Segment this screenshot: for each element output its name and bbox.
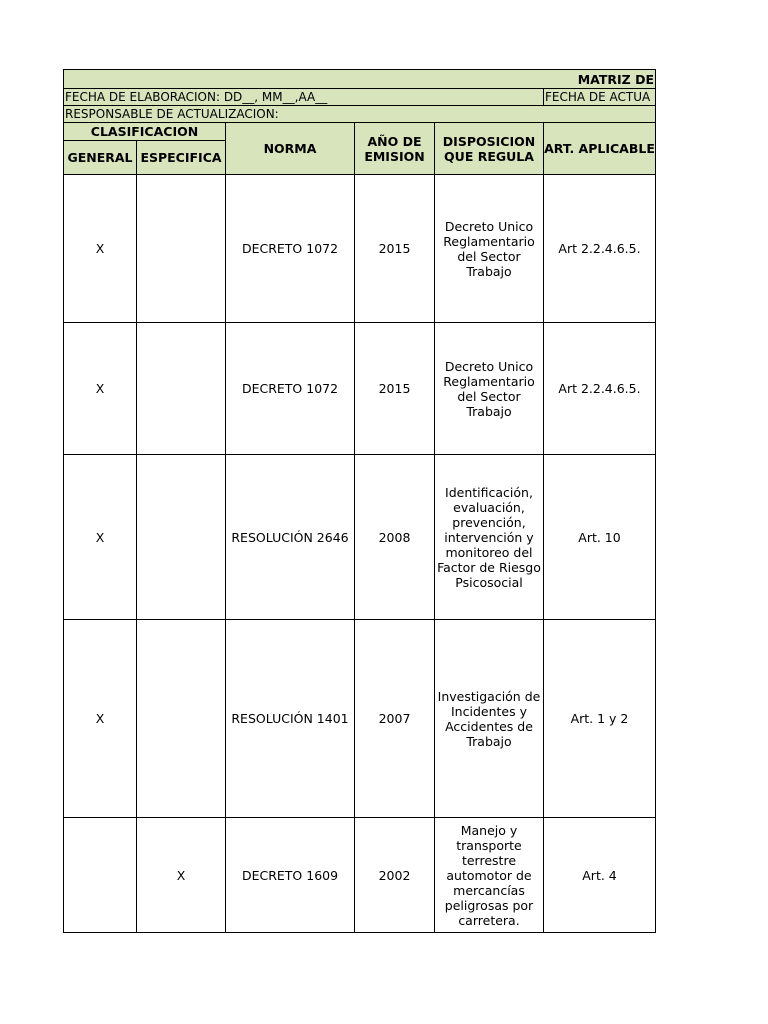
table-row (64, 455, 656, 620)
art-cell[interactable]: Art. 4 (544, 818, 656, 933)
especifica-cell[interactable] (137, 455, 226, 620)
disposicion-cell[interactable]: Decreto Unico Reglamentario del Sector Trabajo (435, 175, 544, 323)
general-cell[interactable]: X (64, 175, 137, 323)
anio-cell[interactable]: 2008 (355, 455, 435, 620)
disposicion-cell[interactable]: Decreto Unico Reglamentario del Sector Trabajo (435, 323, 544, 455)
art-cell[interactable]: Art. 1 y 2 (544, 620, 656, 818)
general-cell[interactable]: X (64, 323, 137, 455)
general-header[interactable]: GENERAL (64, 141, 137, 175)
norma-cell[interactable]: RESOLUCIÓN 2646 (226, 455, 355, 620)
responsable-row (64, 106, 656, 123)
especifica-cell[interactable] (137, 175, 226, 323)
art-aplicable-header[interactable]: ART. APLICABLE (544, 123, 656, 175)
especifica-cell[interactable]: X (137, 818, 226, 933)
norma-cell[interactable]: DECRETO 1609 (226, 818, 355, 933)
fecha-actualizacion-cell[interactable]: FECHA DE ACTUA (544, 89, 656, 106)
anio-emision-header[interactable]: AÑO DE EMISION (355, 123, 435, 175)
anio-cell[interactable]: 2015 (355, 175, 435, 323)
fecha-elaboracion-cell[interactable]: FECHA DE ELABORACION: DD__, MM__,AA__ (64, 89, 544, 106)
anio-cell[interactable]: 2015 (355, 323, 435, 455)
general-cell[interactable] (64, 818, 137, 933)
column-header-row-1 (64, 123, 656, 141)
general-cell[interactable]: X (64, 620, 137, 818)
anio-cell[interactable]: 2002 (355, 818, 435, 933)
art-cell[interactable]: Art 2.2.4.6.5. (544, 323, 656, 455)
disposicion-cell[interactable]: Manejo y transporte terrestre automotor de mercancías peligrosas por carretera. (435, 818, 544, 933)
table-row (64, 323, 656, 455)
norma-cell[interactable]: RESOLUCIÓN 1401 (226, 620, 355, 818)
norma-cell[interactable]: DECRETO 1072 (226, 323, 355, 455)
anio-cell[interactable]: 2007 (355, 620, 435, 818)
disposicion-header[interactable]: DISPOSICION QUE REGULA (435, 123, 544, 175)
title-row (64, 70, 656, 89)
disposicion-cell[interactable]: Investigación de Incidentes y Accidentes de Trabajo (435, 620, 544, 818)
especifica-cell[interactable] (137, 620, 226, 818)
legal-matrix-table (63, 69, 656, 933)
especifica-header[interactable]: ESPECIFICA (137, 141, 226, 175)
table-row (64, 175, 656, 323)
matrix-title[interactable]: MATRIZ DE (64, 70, 656, 89)
table-row (64, 620, 656, 818)
especifica-cell[interactable] (137, 323, 226, 455)
general-cell[interactable]: X (64, 455, 137, 620)
norma-cell[interactable]: DECRETO 1072 (226, 175, 355, 323)
norma-header[interactable]: NORMA (226, 123, 355, 175)
dates-row (64, 89, 656, 106)
clasificacion-header[interactable]: CLASIFICACION (64, 123, 226, 141)
art-cell[interactable]: Art 2.2.4.6.5. (544, 175, 656, 323)
disposicion-cell[interactable]: Identificación, evaluación, prevención, intervención y monitoreo del Factor de Riesgo Psicosocial (435, 455, 544, 620)
table-row (64, 818, 656, 933)
art-cell[interactable]: Art. 10 (544, 455, 656, 620)
responsable-cell[interactable]: RESPONSABLE DE ACTUALIZACION: (64, 106, 656, 123)
